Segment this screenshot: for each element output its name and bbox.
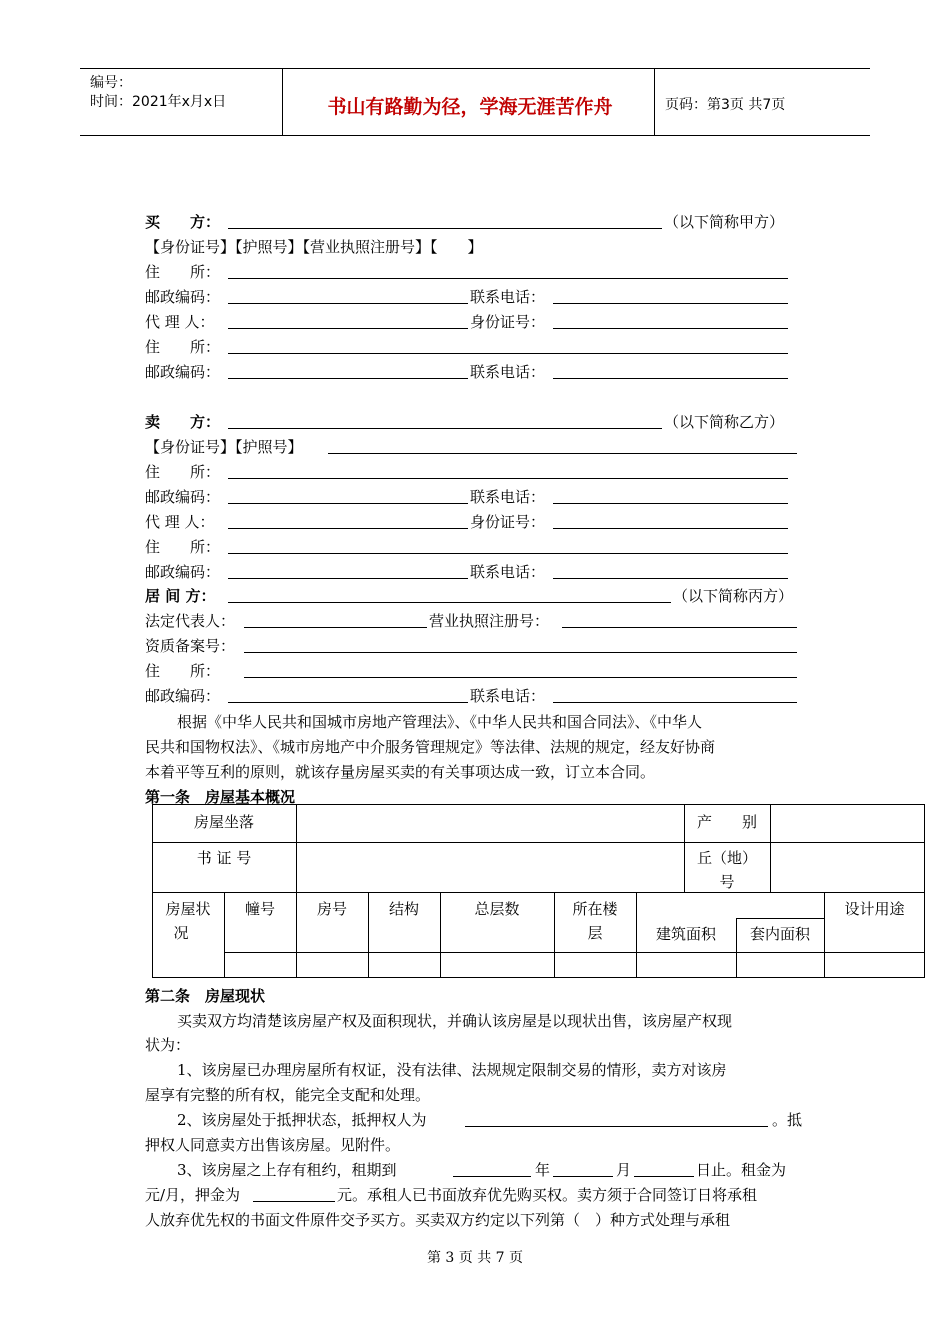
- cell-room-value[interactable]: [296, 953, 368, 977]
- article2-p3-text-b: 。抵: [772, 1111, 803, 1129]
- broker-title: 居 间 方：: [145, 587, 216, 605]
- cell-status-label-2: 况: [173, 924, 189, 942]
- cell-plot-label-2: 号: [719, 873, 735, 891]
- cell-cert-label: 书 证 号: [196, 849, 252, 867]
- article2-p2-line2: 屋享有完整的所有权，能完全支配和处理。: [145, 1086, 431, 1104]
- doc-code-label: 编号：: [90, 75, 132, 91]
- broker-address-label: 住 所：: [145, 662, 221, 680]
- broker-legal-rep-label: 法定代表人：: [145, 612, 236, 630]
- seller-agent-field[interactable]: [228, 528, 468, 529]
- seller-agent-id-label: 身份证号：: [470, 513, 546, 531]
- broker-phone-label: 联系电话：: [470, 687, 546, 705]
- cell-usage-value[interactable]: [824, 953, 925, 977]
- buyer-agent-phone-field[interactable]: [553, 378, 788, 379]
- seller-agent-phone-label: 联系电话：: [470, 563, 546, 581]
- seller-title: 卖 方：: [145, 413, 221, 431]
- cell-gross-area-value[interactable]: [636, 953, 736, 977]
- header-divider-left: [282, 68, 283, 136]
- cell-location-label: 房屋坐落: [193, 813, 254, 831]
- article2-p4-line2-b: 元。承租人已书面放弃优先购买权。卖方须于合同签订日将承租: [337, 1186, 758, 1204]
- seller-address-label: 住 所：: [145, 463, 221, 481]
- cell-cert-value[interactable]: [296, 846, 684, 886]
- broker-license-field[interactable]: [562, 627, 797, 628]
- broker-legal-rep-field[interactable]: [244, 627, 427, 628]
- buyer-postcode-field[interactable]: [228, 303, 468, 304]
- intro-line-2: 民共和国物权法》、《城市房地产中介服务管理规定》等法律、法规的规定，经友好协商: [145, 738, 716, 756]
- deposit-field[interactable]: [253, 1201, 335, 1202]
- article2-title: 第二条 房屋现状: [145, 987, 266, 1005]
- cell-floor-at-label-1: 所在楼: [572, 900, 618, 918]
- broker-suffix: （以下简称丙方）: [673, 587, 794, 605]
- page-footer: 第 3 页 共 7 页: [426, 1250, 524, 1266]
- cell-plot-label-1: 丘（地）: [696, 849, 757, 867]
- buyer-agent-field[interactable]: [228, 328, 468, 329]
- broker-license-label: 营业执照注册号：: [429, 612, 550, 630]
- cell-floors-label: 总层数: [474, 900, 520, 918]
- mortgagee-field[interactable]: [465, 1126, 768, 1127]
- broker-postcode-field[interactable]: [228, 702, 468, 703]
- article2-p3-line2: 押权人同意卖方出售该房屋。见附件。: [145, 1136, 401, 1154]
- buyer-id-types: 【身份证号】【护照号】【营业执照注册号】【 】: [145, 238, 483, 256]
- buyer-agent-address-field[interactable]: [228, 353, 788, 354]
- seller-postcode-field[interactable]: [228, 503, 468, 504]
- seller-agent-phone-field[interactable]: [553, 578, 788, 579]
- lease-month-label: 月: [616, 1161, 632, 1179]
- buyer-agent-phone-label: 联系电话：: [470, 363, 546, 381]
- article2-p4-line2-a: 元/月，押金为: [145, 1186, 241, 1204]
- buyer-id-field[interactable]: [553, 328, 788, 329]
- intro-line-3: 本着平等互利的原则，就该存量房屋买卖的有关事项达成一致，订立本合同。: [145, 763, 656, 781]
- article2-p4-line3: 人放弃优先权的书面文件原件交予买方。买卖双方约定以下列第（ ）种方式处理与承租: [145, 1211, 731, 1229]
- broker-address-field[interactable]: [244, 677, 797, 678]
- seller-phone-field[interactable]: [553, 503, 788, 504]
- buyer-address-field[interactable]: [228, 278, 788, 279]
- broker-qualification-field[interactable]: [244, 652, 797, 653]
- lease-year-field[interactable]: [453, 1176, 531, 1177]
- buyer-phone-label: 联系电话：: [470, 288, 546, 306]
- buyer-agent-postcode-field[interactable]: [228, 378, 468, 379]
- seller-agent-label: 代 理 人：: [145, 513, 215, 531]
- header-bottom-rule: [80, 135, 870, 136]
- buyer-address-label: 住 所：: [145, 263, 221, 281]
- article2-p1-line2: 状为：: [145, 1036, 191, 1054]
- cell-floor-at-value[interactable]: [554, 953, 636, 977]
- buyer-name-field[interactable]: [228, 228, 662, 229]
- cell-plot-value[interactable]: [770, 846, 925, 886]
- cell-status-label-1: 房屋状: [165, 900, 211, 918]
- cell-inner-area-value[interactable]: [736, 953, 824, 977]
- seller-id-types: 【身份证号】【护照号】: [145, 438, 303, 456]
- cell-structure-value[interactable]: [368, 953, 440, 977]
- buyer-agent-address-label: 住 所：: [145, 338, 221, 356]
- seller-phone-label: 联系电话：: [470, 488, 546, 506]
- broker-name-field[interactable]: [228, 602, 671, 603]
- lease-day-field[interactable]: [634, 1176, 694, 1177]
- article2-p2-line1: 1、该房屋已办理房屋所有权证，没有法律、法规规定限制交易的情形，卖方对该房: [177, 1061, 727, 1079]
- header-page-label: 页码：第3页 共7页: [665, 97, 786, 113]
- seller-agent-postcode-field[interactable]: [228, 578, 468, 579]
- seller-agent-address-field[interactable]: [228, 553, 788, 554]
- cell-location-value[interactable]: [296, 810, 684, 836]
- cell-category-value[interactable]: [770, 810, 925, 836]
- seller-agent-address-label: 住 所：: [145, 538, 221, 556]
- broker-phone-field[interactable]: [553, 702, 797, 703]
- cell-usage-label: 设计用途: [844, 900, 905, 918]
- cell-structure-label: 结构: [388, 900, 419, 918]
- lease-year-label: 年: [535, 1161, 551, 1179]
- cell-floor-at-label-2: 层: [587, 924, 603, 942]
- seller-postcode-label: 邮政编码：: [145, 488, 221, 506]
- header-motto: 书山有路勤为径，学海无涯苦作舟: [327, 96, 613, 118]
- article1-title: 第一条 房屋基本概况: [145, 788, 296, 806]
- seller-id-field[interactable]: [328, 453, 797, 454]
- cell-building-value[interactable]: [224, 953, 296, 977]
- intro-line-1: 根据《中华人民共和国城市房地产管理法》、《中华人民共和国合同法》、《中华人: [177, 713, 703, 731]
- article2-p1-line1: 买卖双方均清楚该房屋产权及面积现状，并确认该房屋是以现状出售，该房屋产权现: [177, 1012, 733, 1030]
- cell-inner-area-label: 套内面积: [749, 925, 810, 943]
- broker-postcode-label: 邮政编码：: [145, 687, 221, 705]
- lease-month-field[interactable]: [553, 1176, 613, 1177]
- buyer-suffix: （以下简称甲方）: [664, 213, 785, 231]
- cell-building-label: 幢号: [244, 900, 275, 918]
- seller-agent-postcode-label: 邮政编码：: [145, 563, 221, 581]
- buyer-postcode-label: 邮政编码：: [145, 288, 221, 306]
- buyer-agent-postcode-label: 邮政编码：: [145, 363, 221, 381]
- article2-p3-text-a: 2、该房屋处于抵押状态，抵押权人为: [177, 1111, 427, 1129]
- doc-time-label: 时间：2021年x月x日: [90, 94, 227, 110]
- seller-address-field[interactable]: [228, 478, 788, 479]
- header-top-rule: [80, 68, 870, 69]
- seller-agent-id-field[interactable]: [553, 528, 788, 529]
- buyer-title: 买 方：: [145, 213, 221, 231]
- broker-qualification-label: 资质备案号：: [145, 637, 236, 655]
- cell-gross-area-label: 建筑面积: [655, 925, 716, 943]
- cell-room-label: 房号: [316, 900, 347, 918]
- article2-p4-text-a: 3、该房屋之上存有租约，租期到: [177, 1161, 397, 1179]
- cell-category-label: 产 别: [696, 813, 757, 831]
- buyer-id-label: 身份证号：: [470, 313, 546, 331]
- buyer-phone-field[interactable]: [553, 303, 788, 304]
- lease-day-label: 日止。租金为: [696, 1161, 787, 1179]
- seller-suffix: （以下简称乙方）: [664, 413, 785, 431]
- cell-floors-value[interactable]: [440, 953, 554, 977]
- buyer-agent-label: 代 理 人：: [145, 313, 215, 331]
- seller-name-field[interactable]: [228, 428, 662, 429]
